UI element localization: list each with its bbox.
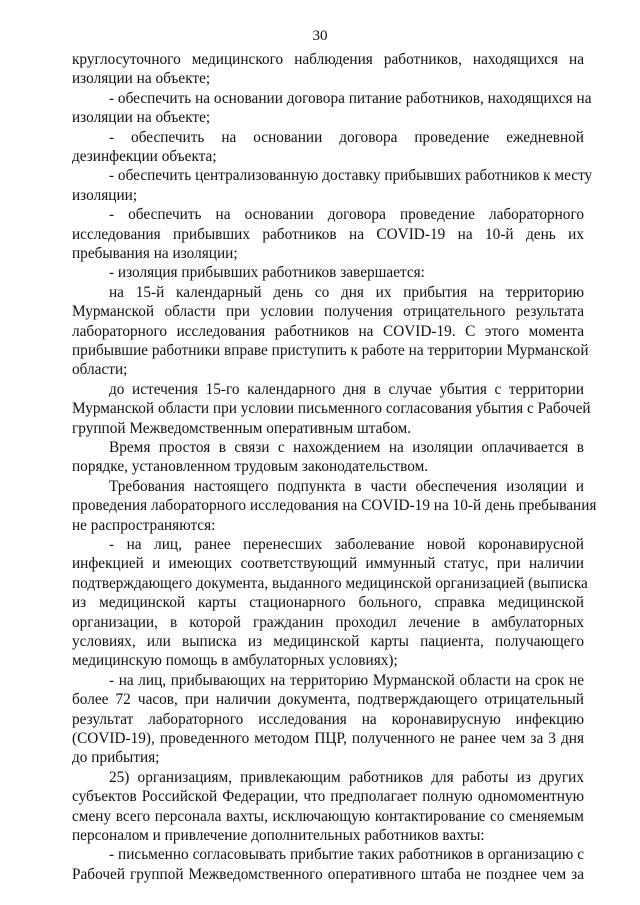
text-line: субъектов Российской Федерации, что предполагает полную одномоментную [72,788,584,806]
text-line: - изоляция прибывших работников завершается: [109,264,425,282]
text-line: исследования прибывших работников на COVID-19 на 10-й день их [72,225,584,243]
text-line: подтверждающего документа, выданного медицинской организацией (выписка [72,574,588,592]
text-line: Рабочей группой Межведомственного оперативного штаба не позднее чем за [72,865,584,883]
text-line: - обеспечить на основании договора проведение лабораторного [109,206,584,224]
text-line: не распространяются: [72,516,216,534]
text-line: дезинфекции объекта; [72,148,217,165]
text-line: инфекцией и имеющих соответствующий иммунный статус, при наличии [72,555,584,573]
text-line: - на лиц, ранее перенесших заболевание новой коронавирусной [109,536,584,553]
text-line: проведения лабораторного исследования на COVID-19 на 10-й день пребывания [72,497,597,515]
text-line: результат лабораторного исследования на коронавирусную инфекцию [72,710,584,728]
text-line: - обеспечить на основании договора питание работников, находящихся на [109,89,592,107]
text-line: до прибытия; [72,749,160,767]
text-line: лабораторного исследования работников на COVID-19. С этого момента [72,322,584,340]
text-line: смену всего персонала вахты, исключающую контактирование со сменяемым [72,807,584,825]
text-line: изоляции на объекте; [72,109,211,127]
text-line: - обеспечить на основании договора проведение ежедневной [109,128,584,146]
text-line: изоляции на объекте; [72,70,211,88]
text-line: круглосуточного медицинского наблюдения работников, находящихся на [72,51,584,68]
text-line: - обеспечить централизованную доставку прибывших работников к месту [109,167,593,185]
text-line: 25) организациям, привлекающим работников для работы из других [109,768,584,786]
text-line: (COVID-19), проведенного методом ПЦР, полученного не ранее чем за 3 дня [72,730,584,747]
text-line: из медицинской карты стационарного больного, справка медицинской [72,594,584,612]
text-line: медицинскую помощь в амбулаторных условиях); [72,652,398,670]
text-line: персоналом и привлечение дополнительных работников вахты: [72,827,485,844]
text-line: Мурманской области при условии получения отрицательного результата [72,303,584,321]
text-line: изоляции; [72,186,138,204]
text-line: более 72 часов, при наличии документа, подтверждающего отрицательный [72,691,584,709]
text-line: пребывания на изоляции; [72,245,238,262]
page-number: 30 [312,28,328,44]
text-line: на 15-й календарный день со дня их прибытия на территорию [109,283,584,301]
text-line: - на лиц, прибывающих на территорию Мурманской области на срок не [109,671,584,689]
text-line: порядке, установленном трудовым законодательством. [72,458,429,476]
text-line: группой Межведомственным оперативным штабом. [72,419,412,437]
text-line: области; [72,361,128,379]
text-line: Требования настоящего подпункта в части обеспечения изоляции и [109,477,584,495]
text-line: Время простоя в связи с нахождением на изоляции оплачивается в [109,439,584,456]
text-line: Мурманской области при условии письменного согласования убытия с Рабочей [72,400,591,418]
text-line: организации, в которой гражданин проходил лечение в амбулаторных [72,613,584,631]
text-line: прибывшие работники вправе приступить к работе на территории Мурманской [72,342,589,359]
text-line: - письменно согласовывать прибытие таких работников в организацию с [109,846,584,864]
text-line: условиях, или выписка из медицинской карты пациента, получающего [72,633,584,650]
text-line: до истечения 15-го календарного дня в случае убытия с территории [109,380,584,398]
